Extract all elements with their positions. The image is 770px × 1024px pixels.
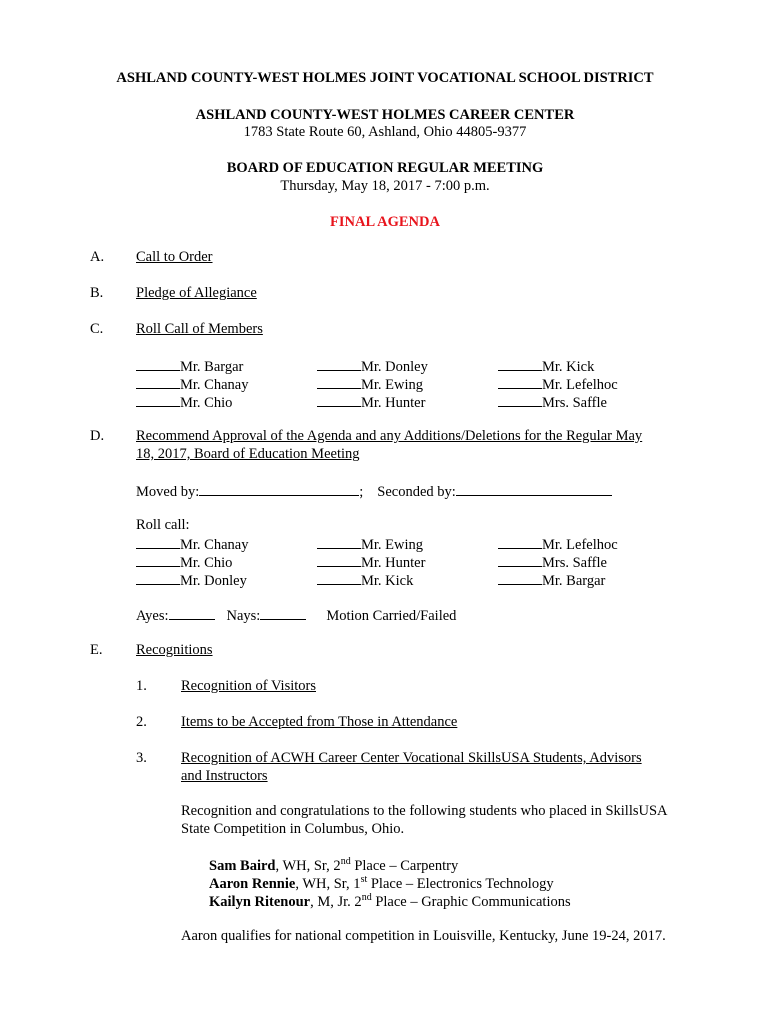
sub-skillsusa-recognition: Recognition of ACWH Career Center Vocational SkillsUSA Students, Advisors — [181, 750, 642, 766]
item-pledge: Pledge of Allegiance — [136, 285, 257, 301]
roll-member: Mrs. Saffle — [498, 393, 607, 412]
item-letter: B. — [90, 285, 104, 301]
sub-recognition-visitors: Recognition of Visitors — [181, 678, 316, 694]
recognition-paragraph: Recognition and congratulations to the following students who placed in SkillsUSA — [181, 803, 668, 819]
moved-seconded-line: Moved by: ; Seconded by: — [136, 482, 612, 501]
sub-number: 3. — [136, 750, 147, 766]
roll-member: Mr. Lefelhoc — [498, 375, 618, 394]
meeting-title: BOARD OF EDUCATION REGULAR MEETING — [226, 160, 544, 176]
address: 1783 State Route 60, Ashland, Ohio 44805-9377 — [243, 124, 527, 140]
student-entry: Aaron Rennie, WH, Sr, 1st Place – Electronics Technology — [209, 874, 554, 892]
vote-member: Mr. Donley — [136, 571, 247, 590]
final-agenda-label: FINAL AGENDA — [330, 214, 440, 230]
recognition-paragraph-cont: State Competition in Columbus, Ohio. — [181, 821, 405, 837]
roll-call-label: Roll call: — [136, 517, 190, 533]
vote-member: Mr. Chio — [136, 553, 232, 572]
item-letter: C. — [90, 321, 104, 337]
item-call-to-order: Call to Order — [136, 249, 213, 265]
roll-member: Mr. Ewing — [317, 375, 423, 394]
roll-member: Mr. Bargar — [136, 357, 243, 376]
vote-member: Mr. Bargar — [498, 571, 605, 590]
sub-number: 2. — [136, 714, 147, 730]
sub-number: 1. — [136, 678, 147, 694]
student-entry: Kailyn Ritenour, M, Jr. 2nd Place – Graphic Communications — [209, 892, 571, 910]
ayes-blank[interactable] — [169, 606, 215, 620]
roll-member: Mr. Donley — [317, 357, 428, 376]
sub-skillsusa-recognition-cont: and Instructors — [181, 768, 268, 784]
roll-member: Mr. Chanay — [136, 375, 248, 394]
meeting-datetime: Thursday, May 18, 2017 - 7:00 p.m. — [280, 178, 490, 194]
item-recognitions: Recognitions — [136, 642, 213, 658]
vote-member: Mrs. Saffle — [498, 553, 607, 572]
seconded-by-blank[interactable] — [456, 482, 612, 496]
roll-member: Mr. Kick — [498, 357, 594, 376]
vote-tally-line: Ayes: Nays: Motion Carried/Failed — [136, 608, 457, 624]
item-letter: D. — [90, 428, 105, 444]
item-approve-agenda: Recommend Approval of the Agenda and any Additions/Deletions for the Regular May — [136, 428, 643, 444]
roll-member: Mr. Chio — [136, 393, 232, 412]
item-roll-call: Roll Call of Members — [136, 321, 263, 337]
vote-member: Mr. Ewing — [317, 535, 423, 554]
sub-items-accepted: Items to be Accepted from Those in Attendance — [181, 714, 458, 730]
student-entry: Sam Baird, WH, Sr, 2nd Place – Carpentry — [209, 856, 459, 874]
vote-member: Mr. Kick — [317, 571, 413, 590]
vote-member: Mr. Hunter — [317, 553, 425, 572]
nays-blank[interactable] — [260, 606, 306, 620]
vote-member: Mr. Chanay — [136, 535, 248, 554]
vote-member: Mr. Lefelhoc — [498, 535, 618, 554]
moved-by-blank[interactable] — [199, 482, 359, 496]
roll-member: Mr. Hunter — [317, 393, 425, 412]
center-title: ASHLAND COUNTY-WEST HOLMES CAREER CENTER — [195, 107, 575, 123]
national-qualifier-note: Aaron qualifies for national competition in Louisville, Kentucky, June 19-24, 2017. — [181, 928, 666, 944]
item-letter: E. — [90, 642, 103, 658]
district-title: ASHLAND COUNTY-WEST HOLMES JOINT VOCATIONAL SCHOOL DISTRICT — [116, 70, 654, 86]
item-letter: A. — [90, 249, 105, 265]
item-approve-agenda-cont: 18, 2017, Board of Education Meeting — [136, 446, 360, 462]
